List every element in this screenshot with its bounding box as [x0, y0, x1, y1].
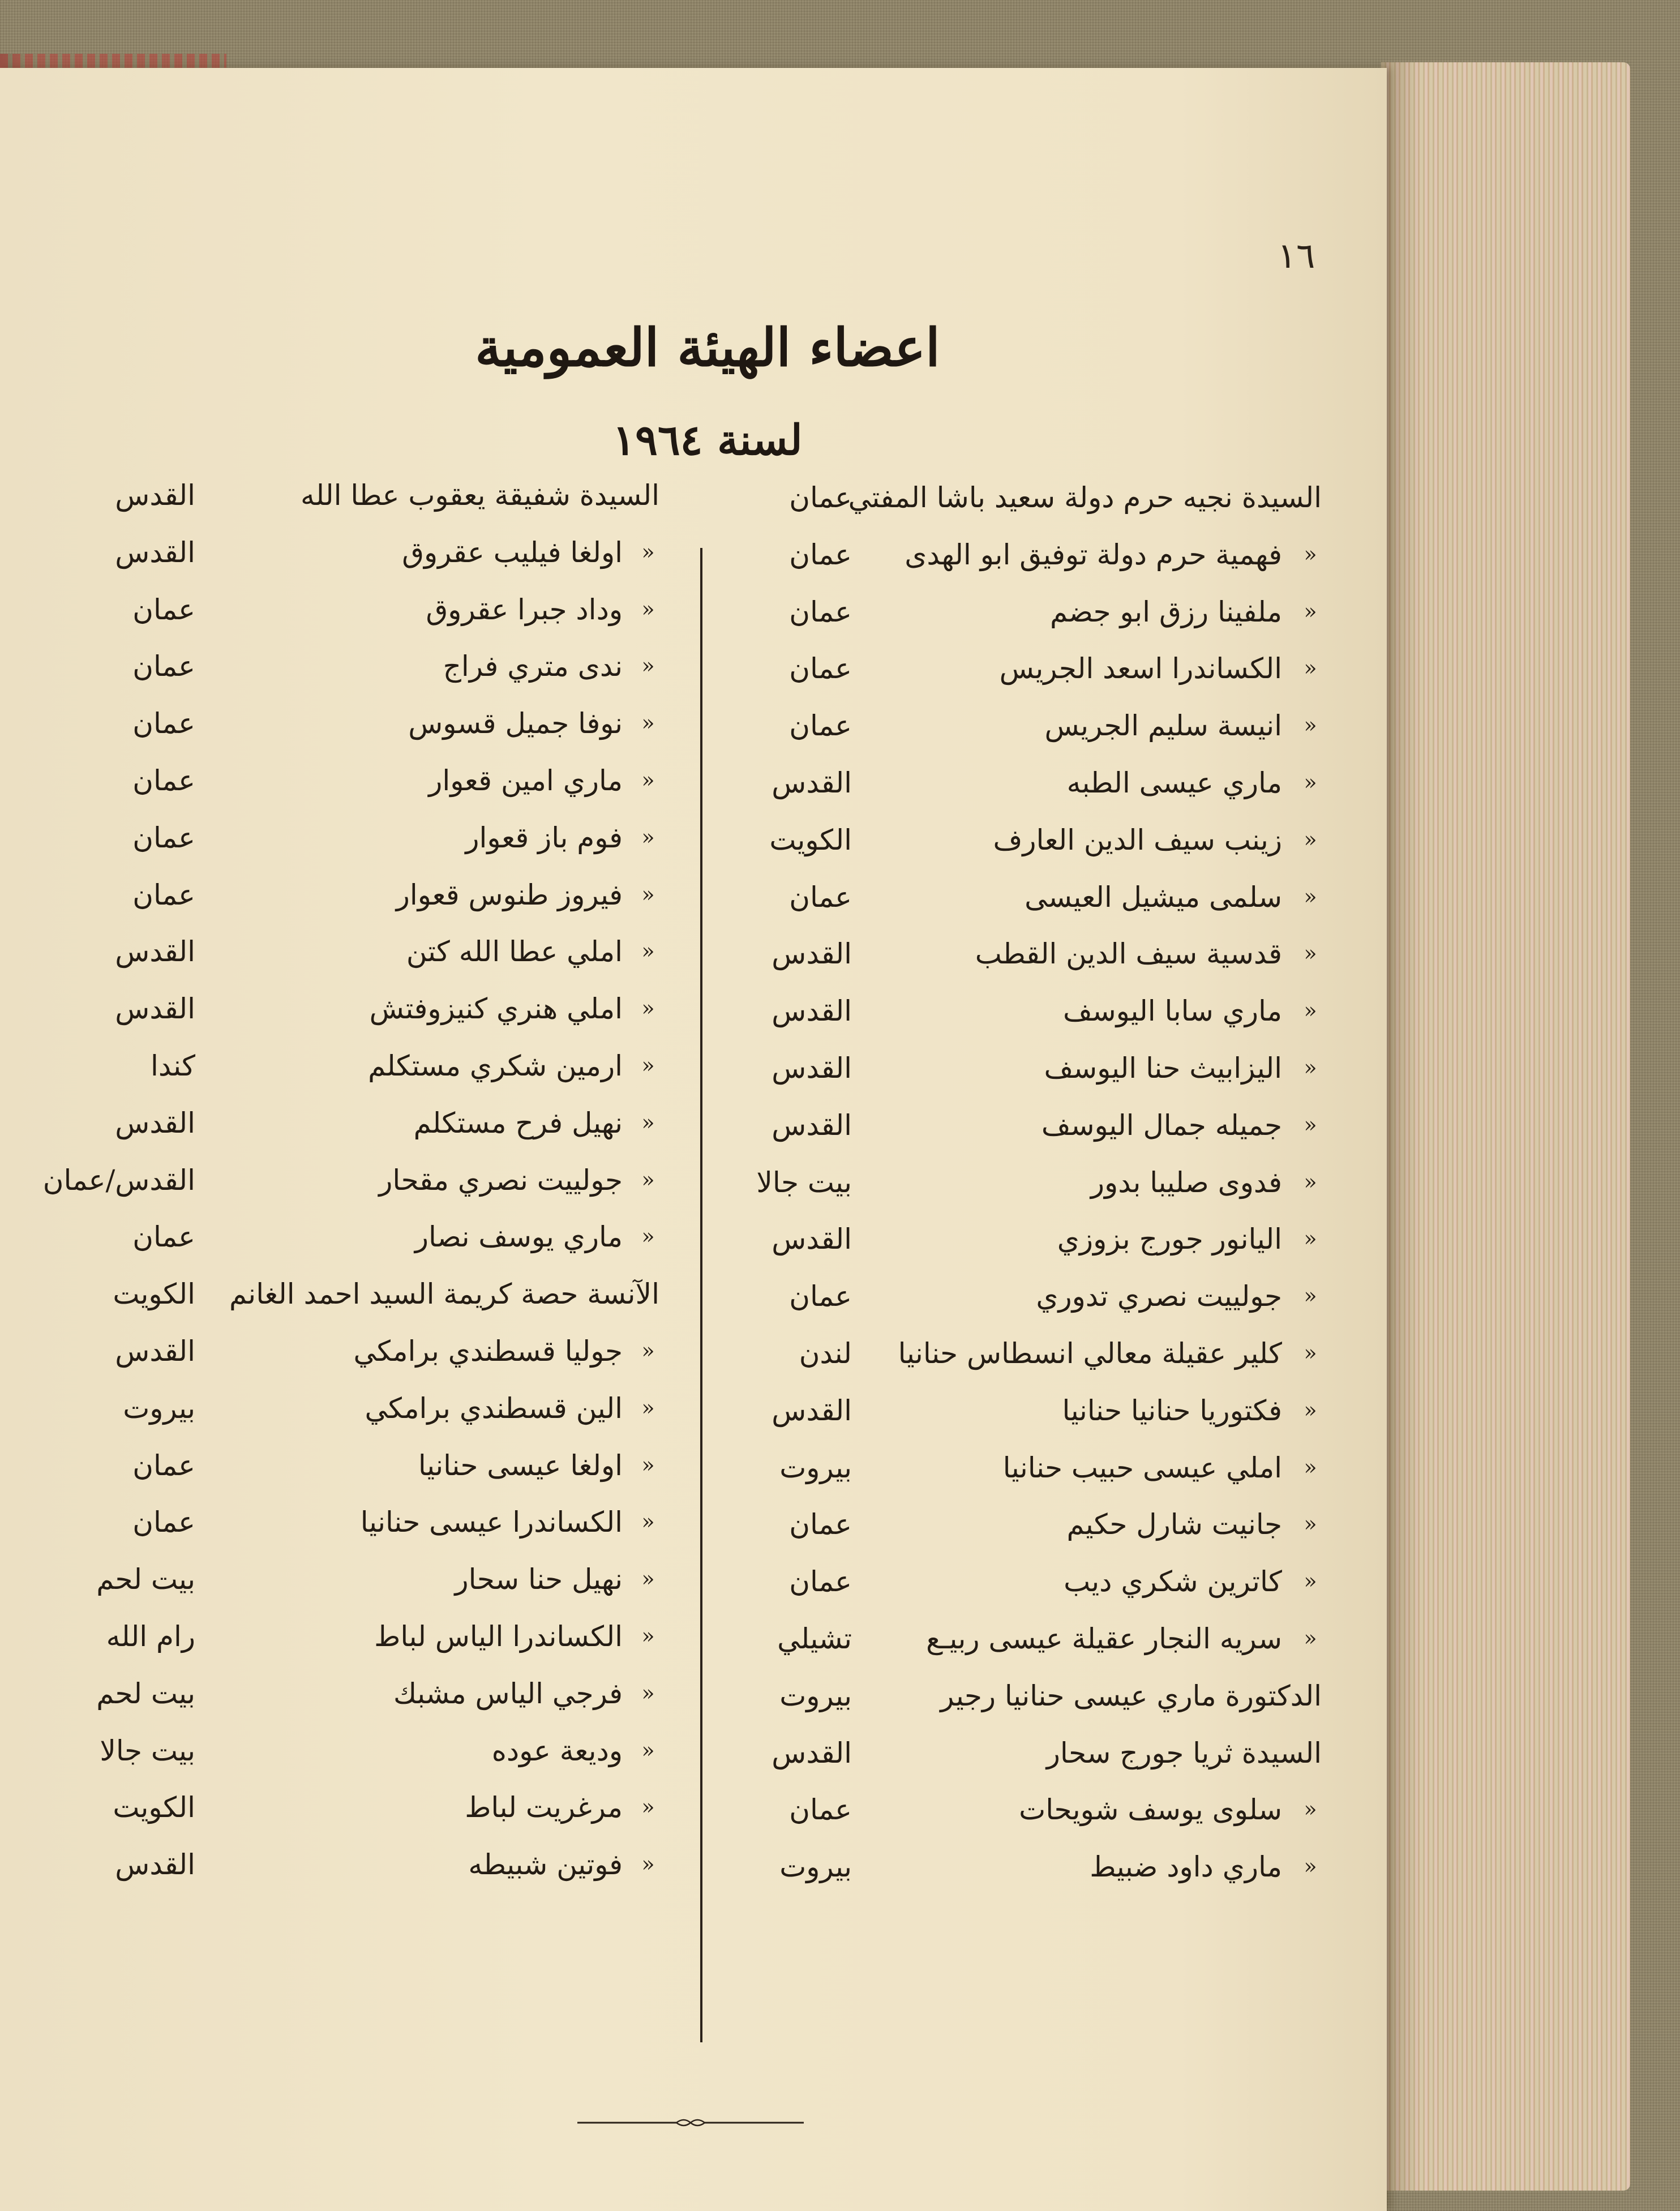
member-city: القدس — [772, 1052, 852, 1085]
member-name: فوتين شبيطه — [468, 1848, 623, 1882]
member-name: جانيت شارل حكيم — [1066, 1508, 1282, 1541]
member-name: زينب سيف الدين العارف — [993, 823, 1282, 856]
member-name: وديعة عوده — [491, 1734, 623, 1767]
ditto-mark: « — [1304, 884, 1317, 909]
member-city: عمان — [789, 880, 852, 914]
member-name: نهيل حنا سحار — [455, 1563, 623, 1596]
ditto-mark: « — [641, 539, 655, 564]
member-city: رام الله — [106, 1620, 195, 1653]
member-name: قدسية سيف الدين القطب — [975, 937, 1282, 971]
member-name: الكساندرا اسعد الجريس — [999, 652, 1282, 685]
member-name: املي عطا الله كتن — [406, 935, 623, 969]
member-name: فكتوريا حنانيا حنانيا — [1062, 1394, 1282, 1427]
page-number: ١٦ — [1277, 235, 1315, 276]
member-city: القدس — [772, 1394, 852, 1427]
member-city: عمان — [132, 878, 195, 911]
member-name: اولغا عيسى حنانيا — [418, 1449, 623, 1482]
member-entry — [0, 1107, 659, 1158]
member-name: السيدة نجيه حرم دولة سعيد باشا المفتي — [848, 481, 1322, 514]
member-name: كاترين شكري ديب — [1064, 1565, 1282, 1599]
member-name: سلمى ميشيل العيسى — [1025, 880, 1282, 914]
member-name: ارمين شكري مستكلم — [368, 1049, 623, 1082]
member-name: ملفينا رزق ابو جضم — [1050, 595, 1282, 628]
member-name: الآنسة حصة كريمة السيد احمد الغانم — [229, 1278, 659, 1311]
member-name: املي عيسى حبيب حنانيا — [1002, 1451, 1282, 1484]
member-city: القدس — [772, 937, 852, 971]
member-city: القدس — [115, 479, 195, 512]
ditto-mark: « — [1304, 598, 1317, 624]
ditto-mark: « — [641, 1053, 655, 1078]
member-name: فرجي الياس مشبك — [393, 1677, 623, 1710]
ditto-mark: « — [1304, 826, 1317, 852]
member-entry — [0, 1791, 659, 1842]
member-entry — [0, 992, 659, 1043]
member-entry — [0, 1734, 659, 1785]
member-city: بيت لحم — [96, 1563, 195, 1596]
member-city: بيت جالا — [100, 1734, 195, 1767]
book-page — [0, 68, 1387, 2211]
ditto-mark: « — [1304, 1112, 1317, 1137]
ditto-mark: « — [1304, 1626, 1317, 1651]
ditto-mark: « — [1304, 941, 1317, 966]
ditto-mark: « — [641, 939, 655, 964]
member-entry — [0, 1563, 659, 1614]
member-name: ماري عيسى الطبه — [1066, 766, 1282, 799]
member-entry — [642, 766, 1322, 817]
ditto-mark: « — [641, 1224, 655, 1249]
member-city: عمان — [132, 1506, 195, 1539]
ditto-mark: « — [1304, 1854, 1317, 1879]
ditto-mark: « — [641, 1680, 655, 1706]
member-city: بيروت — [123, 1391, 195, 1425]
member-city: القدس — [115, 535, 195, 569]
member-name: وداد جبرا عقروق — [426, 593, 623, 626]
member-entry — [642, 937, 1322, 988]
ditto-mark: « — [641, 710, 655, 736]
member-entry — [0, 821, 659, 872]
ditto-mark: « — [641, 824, 655, 850]
ditto-mark: « — [1304, 1454, 1317, 1480]
member-name: سلوى يوسف شويحات — [1019, 1793, 1282, 1827]
footer-ornament — [577, 2116, 804, 2129]
member-city: كندا — [150, 1049, 195, 1082]
member-name: جميله جمال اليوسف — [1041, 1108, 1282, 1142]
member-city: عمان — [132, 764, 195, 797]
member-entry — [0, 1335, 659, 1386]
member-entry — [0, 1049, 659, 1100]
member-city: تشيلي — [777, 1622, 852, 1655]
member-entry — [0, 1620, 659, 1671]
ditto-mark: « — [1304, 655, 1317, 681]
member-name: فيروز طنوس قعوار — [396, 878, 623, 911]
member-name: الدكتورة ماري عيسى حنانيا رجير — [940, 1679, 1322, 1712]
member-entry — [642, 1451, 1322, 1502]
member-city: بيروت — [779, 1451, 852, 1484]
member-city: القدس — [772, 1736, 852, 1769]
member-entry — [0, 1220, 659, 1271]
member-entry — [642, 538, 1322, 589]
member-city: بيروت — [779, 1850, 852, 1884]
member-city: عمان — [132, 707, 195, 740]
member-city: عمان — [132, 821, 195, 854]
member-entry — [0, 650, 659, 701]
member-city: عمان — [789, 1793, 852, 1827]
ditto-mark: « — [641, 996, 655, 1021]
ditto-mark: « — [641, 881, 655, 907]
member-name: فدوى صليبا بدور — [1090, 1166, 1282, 1199]
member-entry — [0, 1506, 659, 1557]
member-city: عمان — [789, 652, 852, 685]
member-city: القدس — [115, 1848, 195, 1882]
member-city: عمان — [132, 1220, 195, 1254]
member-name: مرغريت لباط — [465, 1791, 623, 1824]
member-name: نهيل فرح مستكلم — [413, 1106, 623, 1139]
member-name: الين قسطندي برامكي — [365, 1391, 623, 1425]
member-name: انيسة سليم الجريس — [1044, 709, 1282, 743]
member-city: القدس — [772, 1108, 852, 1142]
member-name: اولغا فيليب عقروق — [402, 535, 623, 569]
member-entry — [642, 1337, 1322, 1388]
member-entry — [0, 1164, 659, 1215]
member-entry — [0, 1392, 659, 1443]
member-city: عمان — [789, 709, 852, 743]
cover-edge-trim — [0, 54, 226, 68]
ditto-mark: « — [641, 1338, 655, 1363]
member-name: ماري امين قعوار — [428, 764, 623, 797]
member-city: الكويت — [113, 1791, 195, 1824]
ditto-mark: « — [641, 1794, 655, 1820]
member-name: ماري سابا اليوسف — [1062, 995, 1282, 1028]
member-city: القدس — [115, 1335, 195, 1368]
member-city: القدس — [115, 992, 195, 1026]
page-title: اعضاء الهيئة العمومية — [475, 317, 940, 378]
member-name: سريه النجار عقيلة عيسى ربيـع — [926, 1622, 1282, 1655]
ditto-mark: « — [641, 768, 655, 792]
member-entry — [642, 1109, 1322, 1160]
member-name: املي هنري كنيزوفتش — [369, 992, 623, 1026]
ditto-mark: « — [641, 1623, 655, 1648]
member-entry — [0, 536, 659, 587]
member-entry — [0, 479, 659, 530]
member-name: اليانور جورج بزوزي — [1057, 1223, 1282, 1256]
member-city: بيروت — [779, 1679, 852, 1712]
ditto-mark: « — [641, 1395, 655, 1420]
member-city: لندن — [799, 1337, 852, 1370]
member-entry — [642, 1052, 1322, 1103]
member-city: عمان — [789, 1280, 852, 1313]
ditto-mark: « — [641, 1566, 655, 1592]
member-entry — [642, 1679, 1322, 1730]
member-entry — [642, 709, 1322, 760]
member-entry — [0, 593, 659, 644]
member-name: كلير عقيلة معالي انسطاس حنانيا — [898, 1337, 1282, 1370]
member-entry — [642, 824, 1322, 875]
member-entry — [642, 595, 1322, 646]
member-entry — [642, 1223, 1322, 1274]
member-name: السيدة ثريا جورج سحار — [1046, 1736, 1322, 1769]
page-subtitle: لسنة ١٩٦٤ — [612, 416, 803, 465]
member-entry — [642, 1737, 1322, 1788]
member-name: ماري داود ضبيط — [1090, 1850, 1282, 1884]
ditto-mark: « — [641, 1109, 655, 1135]
member-name: جوليا قسطندي برامكي — [353, 1335, 623, 1368]
member-entry — [642, 1508, 1322, 1559]
member-entry — [642, 1280, 1322, 1331]
member-city: عمان — [132, 1449, 195, 1482]
member-entry — [642, 652, 1322, 703]
member-name: فهمية حرم دولة توفيق ابو الهدى — [905, 538, 1282, 571]
member-entry — [0, 1278, 659, 1329]
ditto-mark: « — [1304, 1226, 1317, 1252]
member-city: القدس — [115, 1106, 195, 1139]
member-name: الكساندرا الياس لباط — [374, 1620, 623, 1653]
member-city: عمان — [789, 538, 852, 571]
member-city: عمان — [789, 595, 852, 628]
ditto-mark: « — [1304, 1055, 1317, 1080]
ditto-mark: « — [641, 653, 655, 679]
member-entry — [642, 1622, 1322, 1673]
member-city: عمان — [789, 1508, 852, 1541]
member-entry — [642, 481, 1322, 532]
ditto-mark: « — [1304, 541, 1317, 567]
member-name: السيدة شفيقة يعقوب عطا الله — [300, 479, 659, 512]
member-entry — [0, 1848, 659, 1899]
member-entry — [642, 1394, 1322, 1445]
member-entry — [642, 1793, 1322, 1844]
member-city: القدس — [115, 935, 195, 969]
ditto-mark: « — [1304, 1511, 1317, 1537]
ditto-mark: « — [1304, 713, 1317, 738]
member-city: عمان — [789, 481, 852, 514]
ditto-mark: « — [1304, 1340, 1317, 1365]
member-entry — [642, 1565, 1322, 1616]
member-entry — [0, 764, 659, 815]
member-entry — [0, 707, 659, 758]
member-entry — [642, 995, 1322, 1045]
member-city: بيت لحم — [96, 1677, 195, 1710]
member-city: عمان — [789, 1565, 852, 1599]
member-city: القدس/عمان — [42, 1163, 195, 1197]
ditto-mark: « — [1304, 1169, 1317, 1194]
member-name: جولييت نصري مقحار — [379, 1163, 623, 1197]
member-city: القدس — [772, 1223, 852, 1256]
ditto-mark: « — [641, 1509, 655, 1535]
member-name: ندى متري فراج — [443, 650, 623, 683]
member-name: نوفا جميل قسوس — [408, 707, 623, 740]
member-entry — [0, 1677, 659, 1728]
member-name: جولييت نصري تدوري — [1036, 1280, 1282, 1313]
ditto-mark: « — [641, 1737, 655, 1763]
member-name: اليزابيث حنا اليوسف — [1044, 1052, 1282, 1085]
member-entry — [642, 1166, 1322, 1217]
member-entry — [642, 1850, 1322, 1901]
member-name: الكساندرا عيسى حنانيا — [360, 1506, 623, 1539]
member-city: عمان — [132, 593, 195, 626]
member-entry — [0, 879, 659, 929]
member-city: القدس — [772, 766, 852, 799]
member-city: بيت جالا — [756, 1166, 852, 1199]
member-entry — [642, 881, 1322, 932]
ditto-mark: « — [641, 1852, 655, 1877]
member-name: ماري يوسف نصار — [414, 1220, 623, 1254]
ditto-mark: « — [1304, 1797, 1317, 1822]
member-entry — [0, 935, 659, 986]
ditto-mark: « — [1304, 1397, 1317, 1422]
ditto-mark: « — [1304, 998, 1317, 1023]
member-city: الكويت — [769, 823, 852, 856]
ditto-mark: « — [1304, 770, 1317, 795]
ditto-mark: « — [641, 1167, 655, 1192]
ditto-mark: « — [641, 596, 655, 622]
ditto-mark: « — [1304, 1569, 1317, 1594]
member-city: القدس — [772, 995, 852, 1028]
member-city: الكويت — [113, 1278, 195, 1311]
member-city: عمان — [132, 650, 195, 683]
member-entry — [0, 1449, 659, 1500]
ditto-mark: « — [1304, 1283, 1317, 1309]
ditto-mark: « — [641, 1452, 655, 1477]
member-name: فوم باز قعوار — [465, 821, 623, 854]
page-edges-shadow — [1381, 62, 1421, 2191]
